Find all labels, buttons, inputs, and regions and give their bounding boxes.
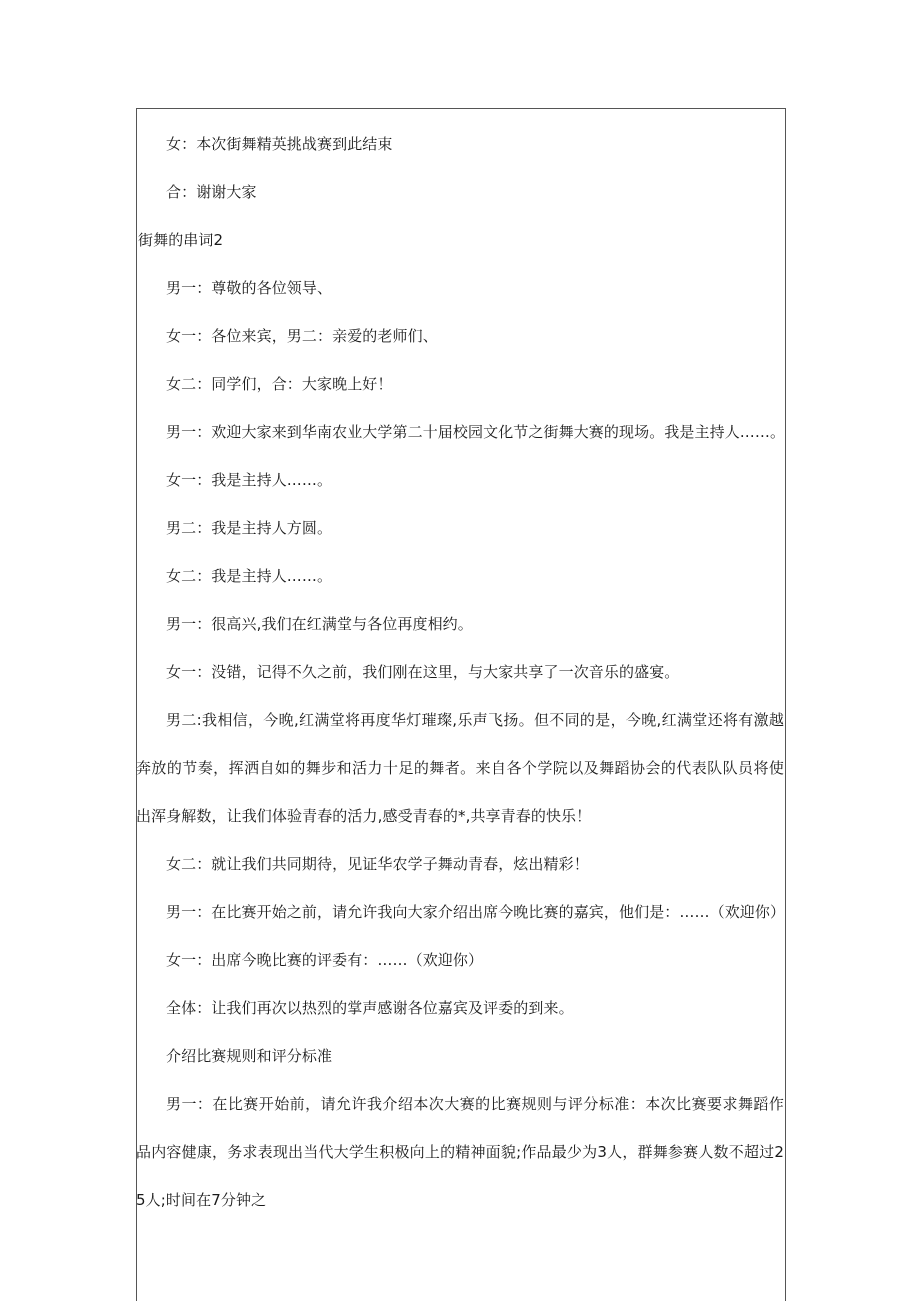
paragraph: 女一：出席今晚比赛的评委有：……（欢迎你） bbox=[166, 951, 484, 969]
paragraph: 男一：很高兴,我们在红满堂与各位再度相约。 bbox=[166, 615, 473, 633]
paragraph: 男一：在比赛开始之前，请允许我向大家介绍出席今晚比赛的嘉宾，他们是：……（欢迎你） bbox=[166, 903, 786, 921]
paragraph: 全体：让我们再次以热烈的掌声感谢各位嘉宾及评委的到来。 bbox=[166, 999, 574, 1017]
paragraph: 男一：欢迎大家来到华南农业大学第二十届校园文化节之街舞大赛的现场。我是主持人……。 bbox=[166, 423, 786, 441]
paragraph: 男二:我相信，今晚,红满堂将再度华灯璀璨,乐声飞扬。但不同的是，今晚,红满堂还将有激越奔放的节奏，挥洒自如的舞步和活力十足的舞者。来自各个学院以及舞蹈协会的代表队队员将使出浑身解数，让我们体验青春的活力,感受青春的*,共享青春的快乐！ bbox=[136, 711, 784, 825]
paragraph: 女二：同学们，合：大家晚上好！ bbox=[166, 375, 393, 393]
paragraph: 介绍比赛规则和评分标准 bbox=[166, 1047, 333, 1065]
paragraph: 女一：没错，记得不久之前，我们刚在这里，与大家共享了一次音乐的盛宴。 bbox=[166, 663, 680, 681]
paragraph: 女一：各位来宾，男二：亲爱的老师们、 bbox=[166, 327, 438, 345]
paragraph: 女：本次街舞精英挑战赛到此结束 bbox=[166, 135, 393, 153]
paragraph: 合：谢谢大家 bbox=[166, 183, 257, 201]
section-heading: 街舞的串词2 bbox=[138, 231, 224, 249]
paragraph: 男一：尊敬的各位领导、 bbox=[166, 279, 333, 297]
document-body bbox=[136, 120, 786, 1224]
paragraph: 男二：我是主持人方圆。 bbox=[166, 519, 333, 537]
paragraph: 女二：就让我们共同期待，见证华农学子舞动青春，炫出精彩！ bbox=[166, 855, 589, 873]
paragraph: 女一：我是主持人……。 bbox=[166, 471, 333, 489]
paragraph: 女二：我是主持人……。 bbox=[166, 567, 333, 585]
paragraph: 男一：在比赛开始前，请允许我介绍本次大赛的比赛规则与评分标准：本次比赛要求舞蹈作品内容健康，务求表现出当代大学生积极向上的精神面貌;作品最少为3人，群舞参赛人数不超过25人;时间在7分钟之 bbox=[136, 1095, 784, 1209]
